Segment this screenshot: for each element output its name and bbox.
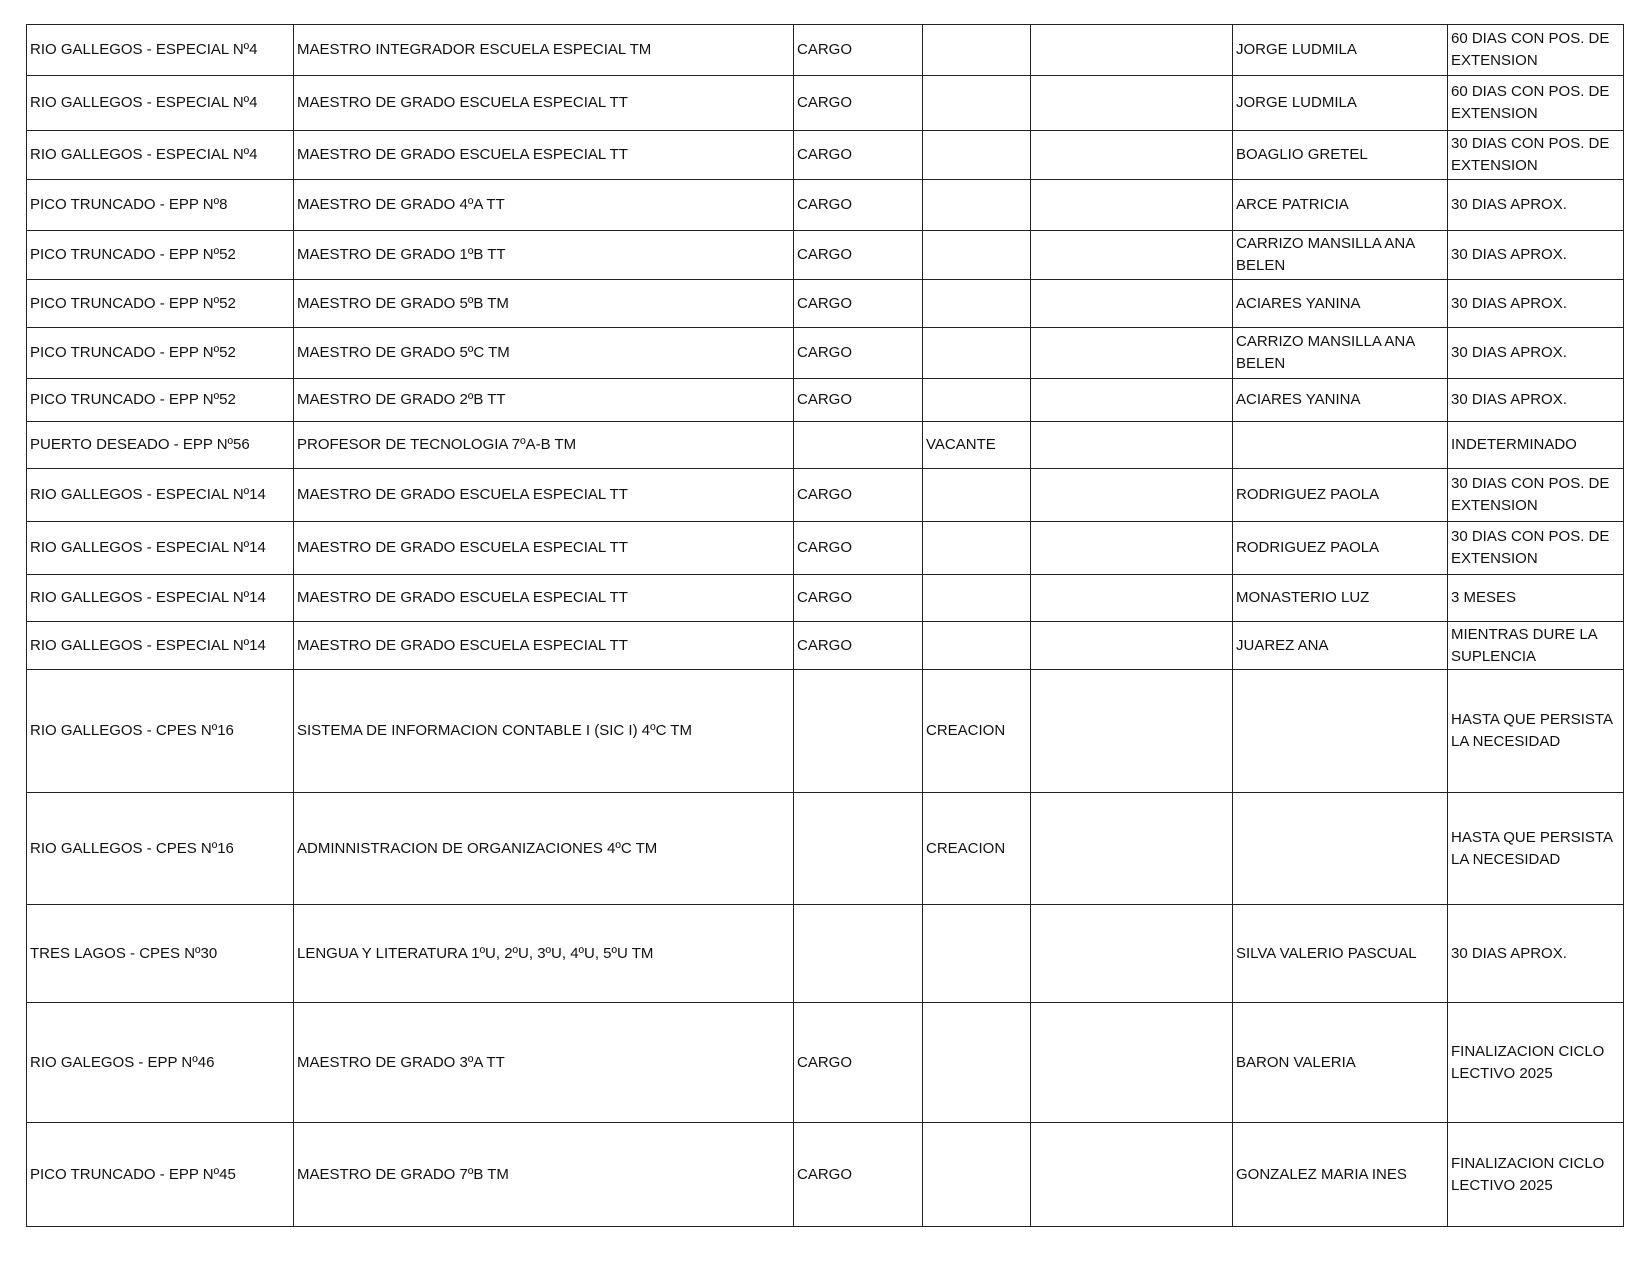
table-row bbox=[27, 379, 1624, 422]
type-cell bbox=[794, 905, 923, 1003]
position-cell: SISTEMA DE INFORMACION CONTABLE I (SIC I) 4ºC TM bbox=[294, 670, 794, 793]
table-row bbox=[27, 76, 1624, 131]
assignee-cell bbox=[1233, 422, 1448, 469]
type-cell: CARGO bbox=[794, 25, 923, 76]
assignee-cell: RODRIGUEZ PAOLA bbox=[1233, 469, 1448, 522]
status-cell bbox=[923, 905, 1031, 1003]
type-cell: CARGO bbox=[794, 575, 923, 622]
school-cell: PUERTO DESEADO - EPP Nº56 bbox=[27, 422, 294, 469]
duration-cell: MIENTRAS DURE LA SUPLENCIA bbox=[1448, 622, 1624, 670]
table-row bbox=[27, 622, 1624, 670]
assignee-cell: RODRIGUEZ PAOLA bbox=[1233, 522, 1448, 575]
notes-cell bbox=[1031, 180, 1233, 231]
position-cell: MAESTRO DE GRADO 7ºB TM bbox=[294, 1123, 794, 1227]
notes-cell bbox=[1031, 328, 1233, 379]
duration-cell: 30 DIAS APROX. bbox=[1448, 905, 1624, 1003]
type-cell bbox=[794, 422, 923, 469]
duration-cell: 60 DIAS CON POS. DE EXTENSION bbox=[1448, 76, 1624, 131]
table-row bbox=[27, 180, 1624, 231]
position-cell: MAESTRO DE GRADO 5ºB TM bbox=[294, 280, 794, 328]
assignee-cell: SILVA VALERIO PASCUAL bbox=[1233, 905, 1448, 1003]
status-cell bbox=[923, 25, 1031, 76]
notes-cell bbox=[1031, 379, 1233, 422]
position-cell: PROFESOR DE TECNOLOGIA 7ºA-B TM bbox=[294, 422, 794, 469]
status-cell bbox=[923, 328, 1031, 379]
duration-cell: 30 DIAS APROX. bbox=[1448, 180, 1624, 231]
assignee-cell: CARRIZO MANSILLA ANA BELEN bbox=[1233, 231, 1448, 280]
assignee-cell: JORGE LUDMILA bbox=[1233, 76, 1448, 131]
type-cell: CARGO bbox=[794, 328, 923, 379]
status-cell: CREACION bbox=[923, 670, 1031, 793]
position-cell: MAESTRO DE GRADO ESCUELA ESPECIAL TT bbox=[294, 575, 794, 622]
table-row bbox=[27, 25, 1624, 76]
position-cell: MAESTRO INTEGRADOR ESCUELA ESPECIAL TM bbox=[294, 25, 794, 76]
status-cell bbox=[923, 76, 1031, 131]
duration-cell: INDETERMINADO bbox=[1448, 422, 1624, 469]
assignee-cell: ACIARES YANINA bbox=[1233, 280, 1448, 328]
assignee-cell bbox=[1233, 793, 1448, 905]
assignee-cell: ACIARES YANINA bbox=[1233, 379, 1448, 422]
position-cell: MAESTRO DE GRADO 2ºB TT bbox=[294, 379, 794, 422]
duration-cell: 30 DIAS APROX. bbox=[1448, 231, 1624, 280]
type-cell: CARGO bbox=[794, 131, 923, 180]
duration-cell: HASTA QUE PERSISTA LA NECESIDAD bbox=[1448, 793, 1624, 905]
assignee-cell: GONZALEZ MARIA INES bbox=[1233, 1123, 1448, 1227]
status-cell bbox=[923, 622, 1031, 670]
notes-cell bbox=[1031, 25, 1233, 76]
assignee-cell: BOAGLIO GRETEL bbox=[1233, 131, 1448, 180]
notes-cell bbox=[1031, 1003, 1233, 1123]
type-cell: CARGO bbox=[794, 622, 923, 670]
type-cell: CARGO bbox=[794, 180, 923, 231]
type-cell: CARGO bbox=[794, 76, 923, 131]
school-cell: PICO TRUNCADO - EPP Nº52 bbox=[27, 379, 294, 422]
status-cell: VACANTE bbox=[923, 422, 1031, 469]
school-cell: RIO GALLEGOS - ESPECIAL Nº4 bbox=[27, 131, 294, 180]
table-row bbox=[27, 469, 1624, 522]
school-cell: PICO TRUNCADO - EPP Nº52 bbox=[27, 280, 294, 328]
duration-cell: 30 DIAS APROX. bbox=[1448, 379, 1624, 422]
table-row bbox=[27, 280, 1624, 328]
table-row bbox=[27, 1003, 1624, 1123]
table-row bbox=[27, 422, 1624, 469]
table-row bbox=[27, 522, 1624, 575]
notes-cell bbox=[1031, 422, 1233, 469]
school-cell: RIO GALLEGOS - ESPECIAL Nº4 bbox=[27, 25, 294, 76]
status-cell: CREACION bbox=[923, 793, 1031, 905]
table-row bbox=[27, 1123, 1624, 1227]
school-cell: RIO GALLEGOS - ESPECIAL Nº14 bbox=[27, 622, 294, 670]
type-cell: CARGO bbox=[794, 1003, 923, 1123]
type-cell: CARGO bbox=[794, 280, 923, 328]
notes-cell bbox=[1031, 76, 1233, 131]
school-cell: PICO TRUNCADO - EPP Nº52 bbox=[27, 231, 294, 280]
status-cell bbox=[923, 1123, 1031, 1227]
duration-cell: 3 MESES bbox=[1448, 575, 1624, 622]
school-cell: RIO GALLEGOS - ESPECIAL Nº14 bbox=[27, 469, 294, 522]
position-cell: MAESTRO DE GRADO 3ºA TT bbox=[294, 1003, 794, 1123]
assignee-cell: BARON VALERIA bbox=[1233, 1003, 1448, 1123]
table-row bbox=[27, 575, 1624, 622]
position-cell: MAESTRO DE GRADO 5ºC TM bbox=[294, 328, 794, 379]
notes-cell bbox=[1031, 469, 1233, 522]
type-cell: CARGO bbox=[794, 1123, 923, 1227]
duration-cell: 60 DIAS CON POS. DE EXTENSION bbox=[1448, 25, 1624, 76]
type-cell bbox=[794, 793, 923, 905]
duration-cell: HASTA QUE PERSISTA LA NECESIDAD bbox=[1448, 670, 1624, 793]
table-row bbox=[27, 793, 1624, 905]
school-cell: RIO GALLEGOS - CPES Nº16 bbox=[27, 670, 294, 793]
notes-cell bbox=[1031, 793, 1233, 905]
school-cell: RIO GALLEGOS - ESPECIAL Nº14 bbox=[27, 575, 294, 622]
position-cell: MAESTRO DE GRADO 1ºB TT bbox=[294, 231, 794, 280]
table-row bbox=[27, 670, 1624, 793]
type-cell: CARGO bbox=[794, 231, 923, 280]
assignee-cell: JORGE LUDMILA bbox=[1233, 25, 1448, 76]
school-cell: RIO GALLEGOS - ESPECIAL Nº14 bbox=[27, 522, 294, 575]
positions-table bbox=[26, 24, 1624, 1227]
assignee-cell: CARRIZO MANSILLA ANA BELEN bbox=[1233, 328, 1448, 379]
duration-cell: FINALIZACION CICLO LECTIVO 2025 bbox=[1448, 1123, 1624, 1227]
status-cell bbox=[923, 1003, 1031, 1123]
status-cell bbox=[923, 469, 1031, 522]
notes-cell bbox=[1031, 622, 1233, 670]
duration-cell: 30 DIAS CON POS. DE EXTENSION bbox=[1448, 131, 1624, 180]
position-cell: MAESTRO DE GRADO ESCUELA ESPECIAL TT bbox=[294, 76, 794, 131]
duration-cell: FINALIZACION CICLO LECTIVO 2025 bbox=[1448, 1003, 1624, 1123]
status-cell bbox=[923, 131, 1031, 180]
table-row bbox=[27, 231, 1624, 280]
school-cell: TRES LAGOS - CPES Nº30 bbox=[27, 905, 294, 1003]
duration-cell: 30 DIAS APROX. bbox=[1448, 328, 1624, 379]
status-cell bbox=[923, 231, 1031, 280]
assignee-cell: MONASTERIO LUZ bbox=[1233, 575, 1448, 622]
position-cell: MAESTRO DE GRADO ESCUELA ESPECIAL TT bbox=[294, 622, 794, 670]
status-cell bbox=[923, 575, 1031, 622]
assignee-cell bbox=[1233, 670, 1448, 793]
position-cell: MAESTRO DE GRADO 4ºA TT bbox=[294, 180, 794, 231]
table-row bbox=[27, 328, 1624, 379]
status-cell bbox=[923, 180, 1031, 231]
position-cell: LENGUA Y LITERATURA 1ºU, 2ºU, 3ºU, 4ºU, 5ºU TM bbox=[294, 905, 794, 1003]
table-body bbox=[27, 25, 1624, 1227]
assignee-cell: JUAREZ ANA bbox=[1233, 622, 1448, 670]
school-cell: RIO GALLEGOS - CPES Nº16 bbox=[27, 793, 294, 905]
notes-cell bbox=[1031, 231, 1233, 280]
school-cell: RIO GALLEGOS - ESPECIAL Nº4 bbox=[27, 76, 294, 131]
duration-cell: 30 DIAS CON POS. DE EXTENSION bbox=[1448, 469, 1624, 522]
duration-cell: 30 DIAS APROX. bbox=[1448, 280, 1624, 328]
position-cell: MAESTRO DE GRADO ESCUELA ESPECIAL TT bbox=[294, 469, 794, 522]
notes-cell bbox=[1031, 670, 1233, 793]
notes-cell bbox=[1031, 905, 1233, 1003]
notes-cell bbox=[1031, 575, 1233, 622]
type-cell: CARGO bbox=[794, 379, 923, 422]
status-cell bbox=[923, 379, 1031, 422]
notes-cell bbox=[1031, 1123, 1233, 1227]
notes-cell bbox=[1031, 131, 1233, 180]
table-row bbox=[27, 131, 1624, 180]
type-cell bbox=[794, 670, 923, 793]
status-cell bbox=[923, 280, 1031, 328]
school-cell: RIO GALEGOS - EPP Nº46 bbox=[27, 1003, 294, 1123]
position-cell: MAESTRO DE GRADO ESCUELA ESPECIAL TT bbox=[294, 131, 794, 180]
school-cell: PICO TRUNCADO - EPP Nº52 bbox=[27, 328, 294, 379]
duration-cell: 30 DIAS CON POS. DE EXTENSION bbox=[1448, 522, 1624, 575]
type-cell: CARGO bbox=[794, 469, 923, 522]
notes-cell bbox=[1031, 522, 1233, 575]
position-cell: MAESTRO DE GRADO ESCUELA ESPECIAL TT bbox=[294, 522, 794, 575]
notes-cell bbox=[1031, 280, 1233, 328]
assignee-cell: ARCE PATRICIA bbox=[1233, 180, 1448, 231]
table-row bbox=[27, 905, 1624, 1003]
position-cell: ADMINNISTRACION DE ORGANIZACIONES 4ºC TM bbox=[294, 793, 794, 905]
school-cell: PICO TRUNCADO - EPP Nº45 bbox=[27, 1123, 294, 1227]
type-cell: CARGO bbox=[794, 522, 923, 575]
status-cell bbox=[923, 522, 1031, 575]
school-cell: PICO TRUNCADO - EPP Nº8 bbox=[27, 180, 294, 231]
